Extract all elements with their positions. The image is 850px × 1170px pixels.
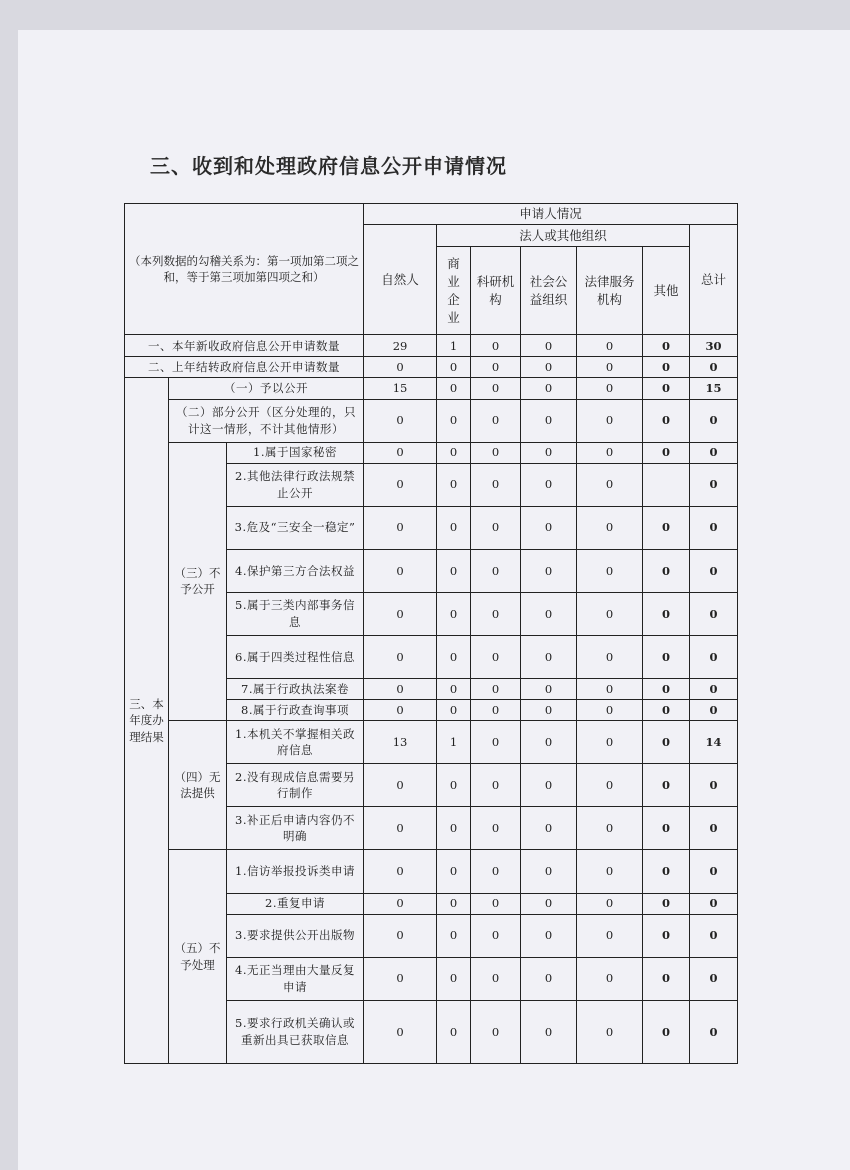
cell-total: 0 [690, 807, 738, 850]
cell-social: 0 [521, 764, 577, 807]
row-label: 3.要求提供公开出版物 [227, 914, 364, 957]
header-business-char-1: 商 [447, 255, 460, 271]
result-category-label: 三、本年度办理结果 [125, 378, 169, 1064]
header-note: （本列数据的勾稽关系为：第一项加第二项之和，等于第三项加第四项之和） [125, 204, 364, 335]
cell-other: 0 [643, 764, 690, 807]
cell-research: 0 [471, 335, 521, 357]
cell-other: 0 [643, 357, 690, 378]
cell-natural: 0 [364, 442, 437, 463]
cell-business: 0 [437, 549, 471, 592]
cell-legal-service: 0 [577, 850, 643, 893]
cell-total: 0 [690, 957, 738, 1000]
row-label: 2.重复申请 [227, 893, 364, 914]
cell-business: 0 [437, 764, 471, 807]
cell-legal-service: 0 [577, 506, 643, 549]
cell-research: 0 [471, 914, 521, 957]
cell-other: 0 [643, 506, 690, 549]
cell-other: 0 [643, 378, 690, 399]
header-other: 其他 [643, 247, 690, 335]
cell-research: 0 [471, 721, 521, 764]
cell-business: 0 [437, 957, 471, 1000]
header-business-char-2: 业 [447, 273, 460, 289]
unable-category-label: （四）无法提供 [169, 721, 227, 850]
row-label: 4.无正当理由大量反复申请 [227, 957, 364, 1000]
cell-social: 0 [521, 914, 577, 957]
cell-natural: 0 [364, 679, 437, 700]
row-label: 二、上年结转政府信息公开申请数量 [125, 357, 364, 378]
cell-legal-service: 0 [577, 636, 643, 679]
cell-legal-service: 0 [577, 807, 643, 850]
cell-business: 1 [437, 335, 471, 357]
cell-research: 0 [471, 506, 521, 549]
section-title: 三、收到和处理政府信息公开申请情况 [150, 154, 507, 178]
cell-business: 0 [437, 378, 471, 399]
cell-total: 15 [690, 378, 738, 399]
cell-social: 0 [521, 335, 577, 357]
row-label: 3.危及“三安全一稳定” [227, 506, 364, 549]
cell-legal-service: 0 [577, 378, 643, 399]
cell-social: 0 [521, 549, 577, 592]
cell-other: 0 [643, 914, 690, 957]
cell-research: 0 [471, 764, 521, 807]
table-row [125, 850, 738, 893]
table-row [125, 399, 738, 442]
header-row-1 [125, 204, 738, 225]
cell-other: 0 [643, 399, 690, 442]
cell-other: 0 [643, 592, 690, 635]
cell-business: 1 [437, 721, 471, 764]
cell-business: 0 [437, 914, 471, 957]
cell-natural: 0 [364, 399, 437, 442]
cell-total: 0 [690, 914, 738, 957]
cell-total: 0 [690, 1000, 738, 1063]
cell-business: 0 [437, 807, 471, 850]
cell-legal-service: 0 [577, 700, 643, 721]
cell-total: 0 [690, 679, 738, 700]
cell-research: 0 [471, 463, 521, 506]
row-label: 6.属于四类过程性信息 [227, 636, 364, 679]
cell-natural: 0 [364, 636, 437, 679]
cell-total: 0 [690, 764, 738, 807]
cell-natural: 0 [364, 592, 437, 635]
cell-business: 0 [437, 357, 471, 378]
cell-legal-service: 0 [577, 357, 643, 378]
cell-total: 0 [690, 399, 738, 442]
header-business-char-4: 业 [447, 309, 460, 325]
cell-research: 0 [471, 636, 521, 679]
header-business-char-3: 企 [447, 291, 460, 307]
cell-social: 0 [521, 463, 577, 506]
cell-total: 30 [690, 335, 738, 357]
header-applicant: 申请人情况 [364, 204, 738, 225]
cell-legal-service: 0 [577, 463, 643, 506]
table-row [125, 442, 738, 463]
row-label: 5.属于三类内部事务信息 [227, 592, 364, 635]
cell-other [643, 463, 690, 506]
cell-research: 0 [471, 807, 521, 850]
cell-social: 0 [521, 679, 577, 700]
cell-other: 0 [643, 549, 690, 592]
row-label: 4.保护第三方合法权益 [227, 549, 364, 592]
cell-natural: 0 [364, 893, 437, 914]
table-row [125, 378, 738, 399]
cell-business: 0 [437, 442, 471, 463]
cell-natural: 0 [364, 764, 437, 807]
cell-legal-service: 0 [577, 592, 643, 635]
table-row [125, 335, 738, 357]
row-label: 2.其他法律行政法规禁止公开 [227, 463, 364, 506]
header-legal-service: 法律服务机构 [577, 247, 643, 335]
cell-legal-service: 0 [577, 1000, 643, 1063]
cell-research: 0 [471, 592, 521, 635]
cell-business: 0 [437, 592, 471, 635]
cell-social: 0 [521, 592, 577, 635]
cell-other: 0 [643, 893, 690, 914]
cell-research: 0 [471, 850, 521, 893]
cell-natural: 0 [364, 700, 437, 721]
row-label: （一）予以公开 [169, 378, 364, 399]
cell-social: 0 [521, 636, 577, 679]
cell-social: 0 [521, 442, 577, 463]
cell-natural: 0 [364, 807, 437, 850]
cell-total: 0 [690, 850, 738, 893]
row-label: 1.信访举报投诉类申请 [227, 850, 364, 893]
cell-business: 0 [437, 679, 471, 700]
cell-social: 0 [521, 700, 577, 721]
cell-other: 0 [643, 335, 690, 357]
cell-research: 0 [471, 957, 521, 1000]
cell-total: 0 [690, 506, 738, 549]
cell-total: 0 [690, 442, 738, 463]
cell-total: 14 [690, 721, 738, 764]
cell-natural: 0 [364, 549, 437, 592]
cell-social: 0 [521, 506, 577, 549]
header-research: 科研机构 [471, 247, 521, 335]
header-social: 社会公益组织 [521, 247, 577, 335]
header-natural-person: 自然人 [364, 225, 437, 335]
cell-other: 0 [643, 721, 690, 764]
row-label: 8.属于行政查询事项 [227, 700, 364, 721]
cell-legal-service: 0 [577, 399, 643, 442]
cell-natural: 0 [364, 1000, 437, 1063]
cell-total: 0 [690, 463, 738, 506]
row-label: 一、本年新收政府信息公开申请数量 [125, 335, 364, 357]
cell-research: 0 [471, 399, 521, 442]
cell-natural: 15 [364, 378, 437, 399]
nondisclose-category-label: （三）不予公开 [169, 442, 227, 721]
cell-natural: 0 [364, 357, 437, 378]
cell-other: 0 [643, 1000, 690, 1063]
header-legal-org: 法人或其他组织 [437, 225, 690, 247]
cell-research: 0 [471, 378, 521, 399]
cell-research: 0 [471, 1000, 521, 1063]
cell-natural: 29 [364, 335, 437, 357]
cell-social: 0 [521, 893, 577, 914]
row-label: 2.没有现成信息需要另行制作 [227, 764, 364, 807]
cell-other: 0 [643, 636, 690, 679]
cell-natural: 0 [364, 957, 437, 1000]
application-statistics-table [124, 203, 738, 1064]
cell-research: 0 [471, 357, 521, 378]
cell-total: 0 [690, 700, 738, 721]
cell-total: 0 [690, 893, 738, 914]
cell-natural: 0 [364, 506, 437, 549]
cell-total: 0 [690, 636, 738, 679]
row-label: 1.本机关不掌握相关政府信息 [227, 721, 364, 764]
cell-natural: 13 [364, 721, 437, 764]
header-business [437, 247, 471, 335]
cell-natural: 0 [364, 850, 437, 893]
cell-total: 0 [690, 549, 738, 592]
cell-other: 0 [643, 679, 690, 700]
cell-research: 0 [471, 893, 521, 914]
cell-social: 0 [521, 850, 577, 893]
cell-legal-service: 0 [577, 957, 643, 1000]
table-row [125, 357, 738, 378]
cell-research: 0 [471, 442, 521, 463]
row-label: 1.属于国家秘密 [227, 442, 364, 463]
cell-social: 0 [521, 1000, 577, 1063]
cell-other: 0 [643, 850, 690, 893]
cell-legal-service: 0 [577, 335, 643, 357]
cell-business: 0 [437, 506, 471, 549]
cell-legal-service: 0 [577, 893, 643, 914]
notprocess-category-label: （五）不予处理 [169, 850, 227, 1064]
cell-business: 0 [437, 850, 471, 893]
cell-legal-service: 0 [577, 914, 643, 957]
cell-legal-service: 0 [577, 549, 643, 592]
cell-total: 0 [690, 592, 738, 635]
row-label: 5.要求行政机关确认或重新出具已获取信息 [227, 1000, 364, 1063]
cell-social: 0 [521, 399, 577, 442]
cell-business: 0 [437, 636, 471, 679]
cell-business: 0 [437, 1000, 471, 1063]
cell-social: 0 [521, 807, 577, 850]
cell-research: 0 [471, 679, 521, 700]
cell-natural: 0 [364, 463, 437, 506]
cell-social: 0 [521, 957, 577, 1000]
cell-natural: 0 [364, 914, 437, 957]
row-label: （二）部分公开（区分处理的，只计这一情形，不计其他情形） [169, 399, 364, 442]
cell-social: 0 [521, 378, 577, 399]
cell-legal-service: 0 [577, 721, 643, 764]
cell-other: 0 [643, 442, 690, 463]
cell-other: 0 [643, 957, 690, 1000]
table-row [125, 721, 738, 764]
cell-business: 0 [437, 463, 471, 506]
cell-social: 0 [521, 721, 577, 764]
cell-legal-service: 0 [577, 679, 643, 700]
row-label: 3.补正后申请内容仍不明确 [227, 807, 364, 850]
header-total: 总计 [690, 225, 738, 335]
cell-research: 0 [471, 700, 521, 721]
cell-research: 0 [471, 549, 521, 592]
cell-other: 0 [643, 700, 690, 721]
cell-legal-service: 0 [577, 442, 643, 463]
cell-other: 0 [643, 807, 690, 850]
cell-business: 0 [437, 700, 471, 721]
cell-business: 0 [437, 893, 471, 914]
cell-business: 0 [437, 399, 471, 442]
cell-social: 0 [521, 357, 577, 378]
cell-legal-service: 0 [577, 764, 643, 807]
row-label: 7.属于行政执法案卷 [227, 679, 364, 700]
cell-total: 0 [690, 357, 738, 378]
